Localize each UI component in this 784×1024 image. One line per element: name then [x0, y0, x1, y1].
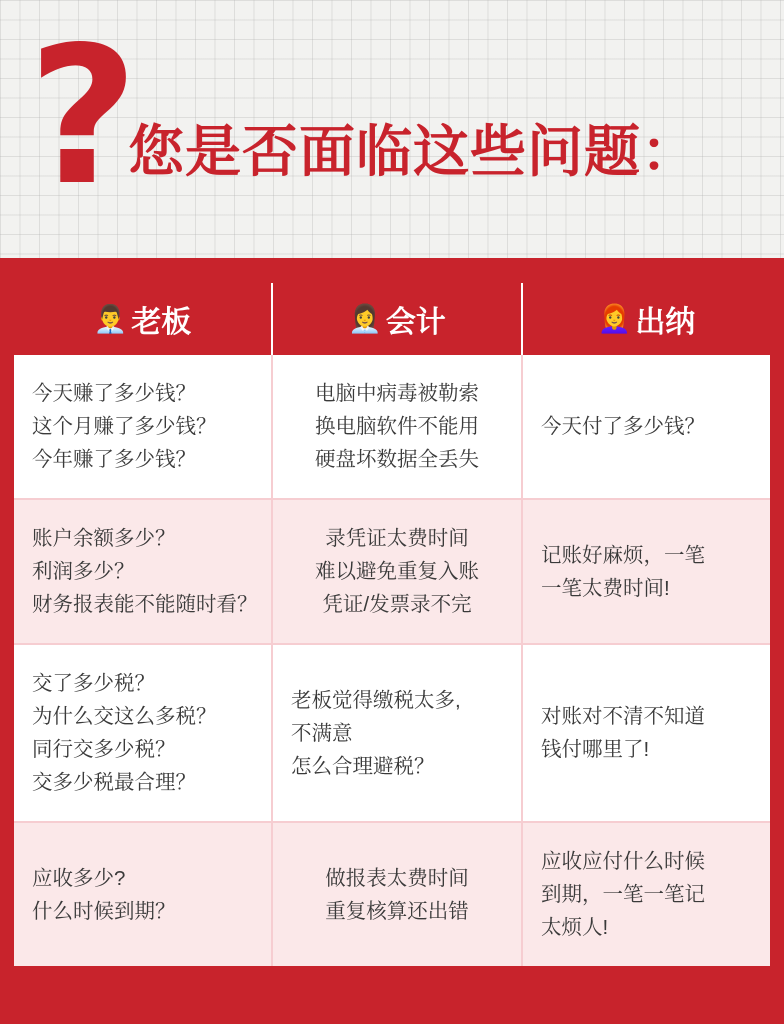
- cell-line: 电脑中病毒被勒索: [315, 382, 479, 405]
- cell-line: 对账对不清不知道: [541, 705, 705, 728]
- column-header-cashier: [522, 283, 770, 355]
- cell-line: 硬盘坏数据全丢失: [315, 448, 479, 471]
- cell-line: 利润多少？: [32, 560, 135, 583]
- table-header-row: [14, 283, 770, 355]
- cell-line: 今天赚了多少钱？: [32, 382, 196, 405]
- poster-header: [0, 0, 784, 258]
- cell-line: 应收多少?: [32, 866, 126, 890]
- column-header-boss: [14, 283, 272, 355]
- table-cell: [14, 644, 272, 822]
- cell-line: 做报表太费时间: [325, 866, 469, 890]
- table-cell: [522, 822, 770, 966]
- cell-line: 不满意: [291, 721, 353, 745]
- cell-line: 老板觉得缴税太多,: [291, 688, 461, 712]
- table-cell: [272, 499, 522, 644]
- cell-line: 今年赚了多少钱？: [32, 448, 196, 471]
- cell-line: 账户余额多少？: [32, 527, 176, 550]
- column-header-accountant: [272, 283, 522, 355]
- cell-line: 财务报表能不能随时看？: [32, 593, 258, 616]
- boss-avatar-icon: 👨‍💼: [93, 303, 128, 335]
- accountant-avatar-icon: 👩‍💼: [348, 303, 382, 335]
- cell-line: 到期，一笔一笔记: [541, 883, 705, 906]
- column-header-label: 出纳: [635, 306, 696, 339]
- table-cell: [14, 822, 272, 966]
- question-mark-icon: ?: [28, 6, 135, 227]
- problems-table: [14, 283, 770, 966]
- table-cell: [14, 355, 272, 499]
- cell-line: 太烦人!: [541, 916, 609, 939]
- page-title: 您是否面临这些问题：: [128, 120, 698, 183]
- column-header-label: 老板: [131, 306, 192, 339]
- cell-line: 一笔太费时间!: [541, 576, 670, 600]
- table-row: [14, 499, 770, 644]
- cell-line: 交多少税最合理？: [32, 771, 196, 794]
- table-cell: [522, 644, 770, 822]
- cashier-avatar-icon: 👩‍🦰: [597, 303, 632, 335]
- cell-line: 这个月赚了多少钱？: [32, 415, 217, 438]
- table-cell: [272, 644, 522, 822]
- cell-line: 重复核算还出错: [325, 899, 469, 923]
- cell-line: 钱付哪里了!: [541, 738, 650, 761]
- cell-line: 记账好麻烦，一笔: [541, 543, 705, 567]
- table-row: [14, 644, 770, 822]
- table-row: [14, 355, 770, 499]
- table-cell: [272, 355, 522, 499]
- column-header-label: 会计: [385, 306, 446, 339]
- table-cell: [272, 822, 522, 966]
- table-cell: [14, 499, 272, 644]
- cell-line: 录凭证太费时间: [325, 527, 469, 550]
- cell-line: 今天付了多少钱？: [541, 415, 705, 438]
- table-cell: [522, 355, 770, 499]
- cell-line: 交了多少税？: [32, 672, 155, 695]
- problems-table-container: [0, 258, 784, 1024]
- cell-line: 为什么交这么多税？: [32, 705, 217, 728]
- cell-line: 什么时候到期？: [32, 899, 176, 923]
- table-row: [14, 822, 770, 966]
- cell-line: 难以避免重复入账: [315, 560, 479, 583]
- cell-line: 换电脑软件不能用: [315, 415, 479, 438]
- table-cell: [522, 499, 770, 644]
- cell-line: 怎么合理避税？: [291, 754, 435, 778]
- cell-line: 凭证/发票录不完: [322, 593, 472, 616]
- cell-line: 应收应付什么时候: [541, 850, 705, 873]
- cell-line: 同行交多少税？: [32, 738, 176, 761]
